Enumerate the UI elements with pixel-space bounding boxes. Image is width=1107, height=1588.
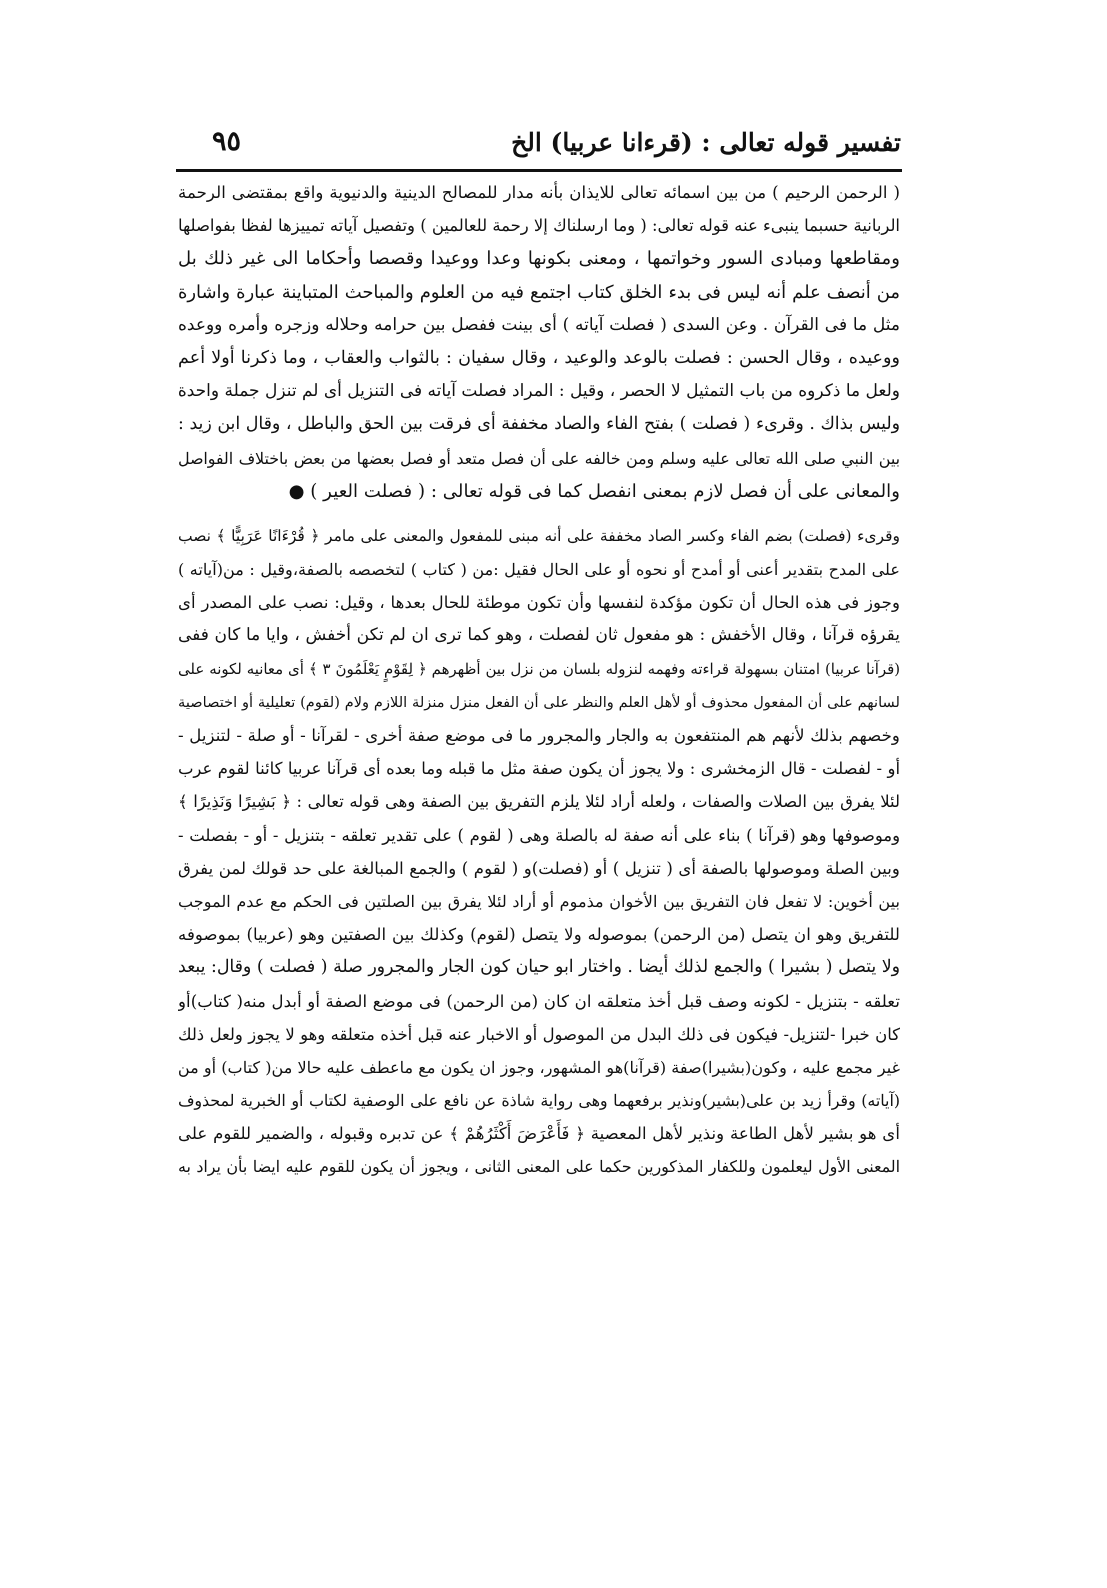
text-line: على المدح بتقدير أعنى أو أمدح أو نحوه أو على الحال فقيل :من ( كتاب ) لتخصصه بالصفة،وقيل : من(آياته )	[178, 560, 900, 580]
text-line: تعلقه - بتنزيل - لكونه وصف قبل أخذ متعلقه ان كان (من الرحمن) فى موضع الصفة أو أبدل منه( كتاب)أو	[178, 990, 900, 1011]
text-line: من أنصف علم أنه ليس فى بدء الخلق كتاب اجتمع فيه من العلوم والمباحث المتباينة عبارة واشارة	[178, 281, 900, 303]
text-line: أى هو بشير لأهل الطاعة ونذير لأهل المعصية ﴿ فَأَعْرَضَ أَكْثَرُهُمْ ﴾ عن تدبره وقبوله ، والضمير للقوم على	[178, 1123, 900, 1144]
text-line: وخصهم بذلك لأنهم هم المنتفعون به والجار والمجرور ما فى موضع صفة أخرى - لقرآنا - أو صلة - لتنزيل -	[178, 725, 900, 745]
text-line: يقرؤه قرآنا ، وقال الأخفش : هو مفعول ثان لفصلت ، وهو كما ترى ان لم تكن أخفش ، وايا ما كان ففى	[178, 625, 900, 646]
text-line: لئلا يفرق بين الصلات والصفات ، ولعله أراد لئلا يلزم التفريق بين الصفة وهى قوله تعالى : ﴿ بَشِيرًا وَنَذِيرًا ﴾	[178, 792, 900, 812]
text-line: وقرىء (فصلت) بضم الفاء وكسر الصاد مخففة على أنه مبنى للمفعول والمعنى على مامر ﴿ قُرْءَانًا عَرَبِيًّا ﴾ نصب	[178, 526, 900, 545]
page-header	[176, 120, 901, 168]
text-line: وموصوفها وهو (قرآنا ) بناء على أنه صفة له بالصلة وهى ( لقوم ) على تقدير تعلقه - بتنزيل - أو - بفصلت -	[178, 825, 900, 845]
text-line: كان خبرا -لتنزيل- فيكون فى ذلك البدل من الموصول أو الاخبار عنه قبل أخذه متعلقه وهو لا يجوز ولعل ذلك	[178, 1024, 900, 1044]
text-line: ولا يتصل ( بشيرا ) والجمع لذلك أيضا . واختار ابو حيان كون الجار والمجرور صلة ( فصلت ) وقال: يبعد	[178, 957, 900, 978]
text-line: وبين الصلة وموصولها بالصفة أى ( تنزيل ) أو (فصلت)و ( لقوم ) والجمع المبالغة على حد قولك لمن يفرق	[178, 857, 900, 878]
text-line: ومقاطعها ومبادى السور وخواتمها ، ومعنى بكونها وعدا ووعيدا وقصصا وأحكاما الى غير ذلك بل	[178, 248, 900, 270]
text-line: (قرآنا عربيا) امتنان بسهولة قراءته وفهمه لنزوله بلسان من نزل بين أظهرهم ﴿ لِقَوْمٍ يَعْلَمُونَ ٣ ﴾ أى معانيه لكونه على	[178, 659, 900, 678]
text-line: وليس بذاك . وقرىء ( فصلت ) بفتح الفاء والصاد مخففة أى فرقت بين الحق والباطل ، وقال ابن زيد :	[178, 414, 900, 435]
running-title: تفسير قوله تعالى : (قرءانا عربيا) الخ	[511, 128, 901, 157]
page-number: ٩٥	[212, 126, 242, 157]
text-line: الربانية حسبما ينبىء عنه قوله تعالى: ( وما ارسلناك إلا رحمة للعالمين ) وتفصيل آياته تمييزها لفظا بفواصلها	[178, 216, 900, 236]
text-line: أو - لفصلت - قال الزمخشرى : ولا يجوز أن يكون صفة مثل ما قبله وما بعده أى قرآنا عربيا كائنا لقوم عرب	[178, 759, 900, 779]
text-line: وجوز فى هذه الحال أن تكون مؤكدة لنفسها وأن تكون موطئة للحال بعدها ، وقيل: نصب على المصدر أى	[178, 592, 900, 613]
text-line: (آياته) وقرأ زيد بن على(بشير)ونذير برفعهما وهى رواية شاذة عن نافع على الوصفية لكتاب أو الخبرية لمحذوف	[178, 1091, 900, 1111]
text-line: غير مجمع عليه ، وكون(بشيرا)صفة (قرآنا)هو المشهور، وجوز ان يكون مع ماعطف عليه حالا من( كتاب) أو من	[178, 1057, 900, 1077]
paragraph	[178, 520, 900, 1184]
header-rule	[176, 169, 902, 172]
paragraph-gap	[178, 508, 900, 520]
text-line: المعنى الأول ليعلمون وللكفار المذكورين حكما على المعنى الثانى ، ويجوز أن يكون للقوم عليه ايضا بأن يراد به	[178, 1157, 900, 1177]
body-text	[178, 176, 900, 1184]
text-line: مثل ما فى القرآن . وعن السدى ( فصلت آياته ) أى بينت ففصل بين حرامه وحلاله وزجره وأمره ووعده	[178, 314, 900, 335]
paragraph	[178, 176, 900, 508]
text-line: للتفريق وهو ان يتصل (من الرحمن) بموصوله ولا يتصل (لقوم) وكذلك بين الصفتين وهو (عربيا) بموصوفه	[178, 924, 900, 945]
text-line: لسانهم على أن المفعول محذوف أو لأهل العلم والنظر على أن الفعل منزل منزلة اللازم ولام (لقوم) تعليلية أو اختصاصية	[178, 693, 900, 711]
text-line: والمعانى على أن فصل لازم بمعنى انفصل كما فى قوله تعالى : ( فصلت العير ) ●	[288, 480, 900, 502]
text-line: بين النبي صلى الله تعالى عليه وسلم ومن خالفه على أن فصل متعد أو فصل بعضها من بعض باختلاف الفواصل	[178, 448, 900, 468]
text-line: ولعل ما ذكروه من باب التمثيل لا الحصر ، وقيل : المراد فصلت آياته فى التنزيل أى لم تنزل جملة واحدة	[178, 381, 900, 402]
text-line: ( الرحمن الرحيم ) من بين اسمائه تعالى للايذان بأنه مدار للمصالح الدينية والدنيوية واقع بمقتضى الرحمة	[178, 182, 900, 202]
text-line: بين أخوين: لا تفعل فان التفريق بين الأخوان مذموم أو أراد لئلا يفرق بين الصلتين فى الحكم مع عدم الموجب	[178, 891, 900, 911]
text-line: ووعيده ، وقال الحسن : فصلت بالوعد والوعيد ، وقال سفيان : بالثواب والعقاب ، وما ذكرنا أولا أعم	[178, 347, 900, 368]
